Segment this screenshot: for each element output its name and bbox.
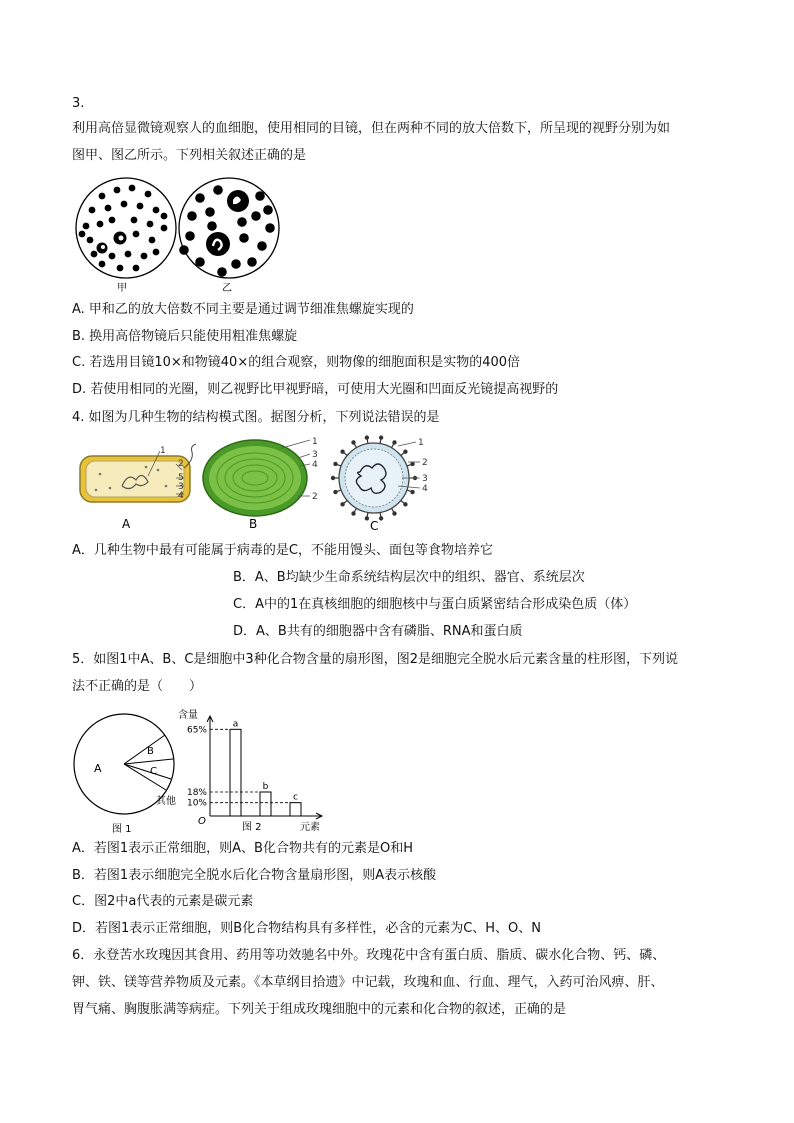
virus-spike-tip	[380, 436, 383, 439]
red-blood-cell	[153, 207, 160, 214]
bar-label-a: a	[232, 719, 239, 730]
q3-option-b: B. 换用高倍物镜后只能使用粗准焦螺旋	[72, 329, 298, 344]
q5-option-c: C．图2中a代表的元素是碳元素	[72, 894, 254, 909]
virus-spike-tip	[352, 512, 355, 515]
red-blood-cell	[217, 267, 227, 277]
q5-option-a: A．若图1表示正常细胞，则A、B化合物共有的元素是O和H	[72, 841, 413, 856]
q3-number: 3.	[72, 96, 85, 111]
red-blood-cell	[207, 221, 217, 231]
red-blood-cell	[179, 245, 189, 255]
red-blood-cell	[99, 261, 106, 268]
tick-label-a: 65%	[186, 725, 207, 736]
red-blood-cell	[149, 237, 156, 244]
chart-origin: O	[198, 816, 206, 827]
virus-spike-tip	[393, 441, 396, 444]
chart-xlabel: 元素	[300, 822, 320, 833]
q4-option-a: A．几种生物中最有可能属于病毒的是C，不能用馒头、面包等食物培养它	[72, 543, 493, 558]
red-blood-cell	[257, 241, 267, 251]
red-blood-cell	[263, 205, 273, 215]
q5-stem-line1: 5．如图1中A、B、C是细胞中3种化合物含量的扇形图，图2是细胞完全脱水后元素含量的柱形图，下列说	[72, 652, 678, 667]
red-blood-cell	[129, 185, 136, 192]
organism-c	[331, 436, 428, 533]
red-blood-cell	[109, 253, 116, 260]
q3-option-a: A. 甲和乙的放大倍数不同主要是通过调节细准焦螺旋实现的	[72, 302, 414, 317]
q3-option-c: C. 若选用目镜10×和物镜40×的组合观察，则物像的细胞面积是实物的400倍	[72, 355, 521, 370]
red-blood-cell	[121, 201, 128, 208]
red-blood-cell	[231, 259, 241, 269]
red-blood-cell	[237, 217, 247, 227]
red-blood-cell	[161, 225, 168, 232]
red-blood-cell	[133, 231, 140, 238]
virus-spike-tip	[334, 490, 337, 493]
red-blood-cell	[205, 207, 215, 217]
tick-label-c: 10%	[186, 798, 207, 809]
red-blood-cell	[91, 251, 98, 258]
red-blood-cell	[187, 211, 197, 221]
virus-spike-tip	[331, 476, 334, 479]
q4-option-d: D．A、B共有的细胞器中含有磷脂、RNA和蛋白质	[233, 624, 523, 639]
virus-spike-tip	[352, 441, 355, 444]
b-num-2: 2	[312, 492, 318, 502]
q6-line1: 6．永登苦水玫瑰因其食用、药用等功效驰名中外。玫瑰花中含有蛋白质、脂质、碳水化合物、钙、磷、	[72, 948, 666, 963]
chart-ylabel: 含量	[178, 710, 198, 721]
q6-line3: 胃气痛、胸腹胀满等病症。下列关于组成玫瑰细胞中的元素和化合物的叙述，正确的是	[72, 1002, 567, 1017]
red-blood-cell	[195, 193, 205, 203]
q5-option-b: B．若图1表示细胞完全脱水后化合物含量扇形图，则A表示核酸	[72, 868, 437, 883]
a-num-5: 5	[178, 473, 184, 483]
pie-label-c: C	[150, 766, 157, 777]
q5-option-d: D．若图1表示正常细胞，则B化合物结构具有多样性，必含的元素为C、H、O、N	[72, 921, 542, 936]
label-a: A	[122, 517, 131, 531]
pie-caption: 图 1	[112, 824, 132, 835]
bar-label-c: c	[293, 792, 298, 803]
red-blood-cell	[255, 191, 265, 201]
a-num-4: 4	[178, 491, 184, 501]
label-jia: 甲	[117, 283, 127, 294]
bar-c	[290, 803, 301, 816]
virus-spike-tip	[404, 450, 407, 453]
q3-microscope-figure	[72, 176, 292, 296]
red-blood-cell	[97, 221, 104, 228]
pie-label-a: A	[94, 762, 102, 775]
pie-label-other: 其他	[156, 796, 176, 807]
red-blood-cell	[79, 231, 86, 238]
red-blood-cell	[161, 213, 168, 220]
bar-b	[260, 792, 271, 816]
virus-spike-tip	[404, 503, 407, 506]
red-blood-cell	[87, 237, 94, 244]
c-num-2: 2	[422, 458, 428, 468]
virus-spike-tip	[341, 503, 344, 506]
red-blood-cell	[247, 257, 257, 267]
red-blood-cell	[137, 203, 144, 210]
label-b: B	[249, 517, 258, 531]
virus-spike-tip	[365, 517, 368, 520]
virus-spike-tip	[334, 462, 337, 465]
b-num-4: 4	[312, 460, 318, 470]
q5-stem-line2: 法不正确的是（ ）	[72, 679, 203, 694]
red-blood-cell	[213, 185, 223, 195]
c-num-3: 3	[422, 474, 428, 484]
red-blood-cell	[185, 231, 195, 241]
red-blood-cell	[125, 251, 132, 258]
virus-spike-tip	[411, 490, 414, 493]
red-blood-cell	[83, 223, 90, 230]
q4-option-c: C．A中的1在真核细胞的细胞核中与蛋白质紧密结合形成染色质（体）	[233, 597, 637, 612]
a-num-1: 1	[160, 446, 166, 456]
virus-spike-tip	[380, 517, 383, 520]
red-blood-cell	[145, 191, 152, 198]
field-jia	[76, 178, 176, 278]
q4-stem: 4. 如图为几种生物的结构模式图。据图分析，下列说法错误的是	[72, 410, 440, 425]
red-blood-cell	[109, 217, 116, 224]
b-num-1: 1	[312, 437, 318, 447]
a-num-3: 3	[178, 482, 184, 492]
label-yi: 乙	[222, 283, 232, 294]
red-blood-cell	[239, 233, 249, 243]
q5-bar-chart	[172, 706, 342, 838]
red-blood-cell	[114, 187, 121, 194]
red-blood-cell	[195, 257, 205, 267]
q3-option-d: D. 若使用相同的光圈，则乙视野比甲视野暗，可使用大光圈和凹面反光镜提高视野的	[72, 382, 559, 397]
red-blood-cell	[265, 223, 275, 233]
red-blood-cell	[153, 249, 160, 256]
field-yi	[179, 178, 279, 278]
q3-stem-line2: 图甲、图乙所示。下列相关叙述正确的是	[72, 148, 307, 163]
red-blood-cell	[133, 265, 140, 272]
q6-line2: 钾、铁、镁等营养物质及元素。《本草纲目拾遗》中记载，玫瑰和血、行血、理气，入药可治风痹、肝、	[72, 975, 664, 990]
bar-label-b: b	[262, 782, 269, 792]
c-num-4: 4	[422, 484, 428, 494]
virus-spike-tip	[365, 436, 368, 439]
q4-organisms-figure	[72, 434, 442, 536]
b-num-3: 3	[312, 450, 318, 460]
red-blood-cell	[147, 221, 154, 228]
red-blood-cell	[105, 205, 112, 212]
organism-a	[80, 444, 196, 531]
virus-spike-tip	[393, 512, 396, 515]
q4-option-b: B．A、B均缺少生命系统结构层次中的组织、器官、系统层次	[233, 570, 585, 585]
a-num-2: 2	[178, 459, 184, 469]
label-c: C	[370, 519, 379, 533]
virus-spike-tip	[411, 462, 414, 465]
red-blood-cell	[251, 211, 261, 221]
red-blood-cell	[117, 265, 124, 272]
red-blood-cell	[99, 193, 106, 200]
c-num-1: 1	[418, 438, 424, 448]
q3-stem-line1: 利用高倍显微镜观察人的血细胞，使用相同的目镜，但在两种不同的放大倍数下，所呈现的视野分别为如	[72, 121, 671, 136]
tick-label-b: 18%	[186, 788, 207, 798]
pie-label-b: B	[147, 746, 154, 757]
organism-b	[203, 437, 318, 531]
red-blood-cell	[131, 217, 138, 224]
chart-caption: 图 2	[242, 822, 262, 833]
red-blood-cell	[141, 253, 148, 260]
virus-spike-tip	[341, 450, 344, 453]
red-blood-cell	[89, 207, 96, 214]
